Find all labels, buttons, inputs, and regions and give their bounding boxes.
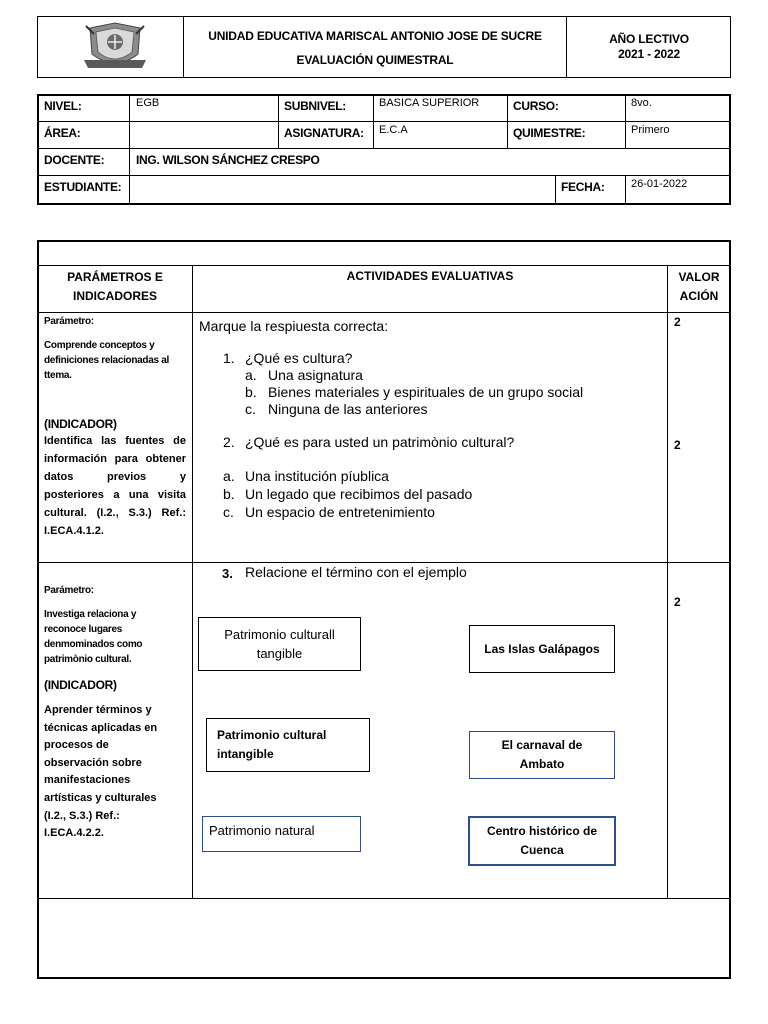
school-name: UNIDAD EDUCATIVA MARISCAL ANTONIO JOSE DE SUCRE [208,29,542,43]
option-text: Una institución píublica [245,468,389,484]
docente-label: DOCENTE: [44,153,105,167]
s1-score-1: 2 [674,315,681,329]
subnivel-label: SUBNIVEL: [284,99,346,113]
area-label: ÁREA: [44,126,81,140]
option-row[interactable] [223,504,653,522]
example-box-carnaval[interactable] [469,731,615,779]
term-intangible-label: Patrimonio cultural intangible [217,728,327,761]
example-galapagos-label: Las Islas Galápagos [484,641,600,656]
s2-indicator-text: Aprender términos y técnicas aplicadas en procesos de observación sobre manifestaciones artísticas y culturales (I.2., S.3.) Ref.: I.ECA.4.2.2. [44,704,158,840]
option-text: Ninguna de las anteriores [268,401,428,417]
table-row-line [37,562,731,563]
curso-value: 8vo. [631,97,652,109]
info-col-line [278,94,279,148]
info-row-line [37,121,731,122]
option-row[interactable] [245,401,675,418]
info-table [37,94,731,205]
info-row-line [37,148,731,149]
info-col-line [129,94,130,205]
s2-score: 2 [674,595,681,609]
q2-number: 2. [223,434,235,450]
table-col-line [192,265,193,898]
col1-header-line2: INDICADORES [72,289,157,303]
q1-text: ¿Qué es cultura? [245,350,353,366]
nivel-label: NIVEL: [44,99,82,113]
q1-number: 1. [223,350,235,366]
docente-value: ING. WILSON SÁNCHEZ CRESPO [136,153,320,167]
option-row[interactable] [223,486,653,504]
s1-indicator-label: (INDICADOR) [44,417,117,431]
option-text: Un legado que recibimos del pasado [245,486,473,502]
school-emblem-icon [80,20,150,76]
table-row-line [37,898,731,899]
option-row[interactable] [223,468,653,486]
col1-header-line1: PARÁMETROS E [67,270,163,284]
option-letter: b. [245,384,257,400]
exam-title: EVALUACIÓN QUIMESTRAL [296,53,454,67]
curso-label: CURSO: [513,99,559,113]
asignatura-label: ASIGNATURA: [284,126,364,140]
q2-text: ¿Qué es para usted un patrimònio cultural? [245,434,515,450]
quimestre-label: QUIMESTRE: [513,126,586,140]
s1-score-2: 2 [674,438,681,452]
option-text: Un espacio de entretenimiento [245,504,435,520]
s1-indicator-text: Identifica las fuentes de información para obtener datos previos y posteriores a una visita cultural. (I.2., S.3.) Ref.: I.ECA.4.1.2. [44,435,186,537]
q3-number: 3. [222,566,233,581]
term-box-tangible[interactable] [198,617,361,671]
info-row-line [37,175,731,176]
q1-options [245,367,675,418]
info-col-line [625,94,626,148]
info-col-line [555,175,556,205]
option-row[interactable] [245,367,675,384]
col3-header [668,268,730,306]
table-row-line [37,265,731,266]
header-divider-1 [183,16,184,78]
s2-param-label: Parámetro: [44,585,94,596]
example-cuenca-label: Centro histórico de Cuenca [486,824,597,857]
asignatura-value: E.C.A [379,124,408,136]
option-row[interactable] [245,384,675,401]
info-col-line [507,94,508,148]
option-letter: a. [223,468,235,484]
estudiante-label: ESTUDIANTE: [44,180,122,194]
option-letter: c. [223,504,234,520]
term-box-natural[interactable] [202,816,361,852]
term-box-intangible[interactable] [206,718,370,772]
fecha-value: 26-01-2022 [631,178,688,190]
example-box-cuenca[interactable] [468,816,616,866]
option-letter: c. [245,401,256,417]
col1-header [38,268,192,306]
example-box-galapagos[interactable] [469,625,615,673]
example-carnaval-label: El carnaval de Ambato [501,738,583,771]
quimestre-value: Primero [631,124,670,136]
fecha-label: FECHA: [561,180,605,194]
school-logo [80,20,150,76]
option-letter: a. [245,367,257,383]
option-letter: b. [223,486,235,502]
s1-instruction: Marque la respiuesta correcta: [199,318,389,334]
s2-param-text: Investiga relaciona y reconoce lugares denmominados como patrimònio cultural. [44,609,143,665]
s1-param-text: Comprende conceptos y definiciones relacionadas al ttema. [44,340,169,381]
nivel-value: EGB [136,97,160,109]
option-text: Una asignatura [268,367,363,383]
q3-text: Relacione el término con el ejemplo [245,564,467,580]
table-col-line [667,265,668,898]
term-natural-label: Patrimonio natural [209,823,315,838]
col2-header: ACTIVIDADES EVALUATIVAS [346,269,514,283]
info-col-line [625,175,626,205]
year-value: 2021 - 2022 [618,47,680,61]
option-text: Bienes materiales y espirituales de un grupo social [268,384,584,400]
s1-param-label: Parámetro: [44,316,94,327]
s2-indicator-label: (INDICADOR) [44,678,117,692]
q2-options [223,468,653,522]
year-label: AÑO LECTIVO [609,32,689,46]
term-tangible-label: Patrimonio culturall tangible [224,627,335,661]
info-col-line [373,94,374,148]
col3-header-line1: VALOR [678,270,720,284]
subnivel-value: BASICA SUPERIOR [379,97,480,109]
table-row-line [37,312,731,313]
col3-header-line2: ACIÓN [679,289,719,303]
